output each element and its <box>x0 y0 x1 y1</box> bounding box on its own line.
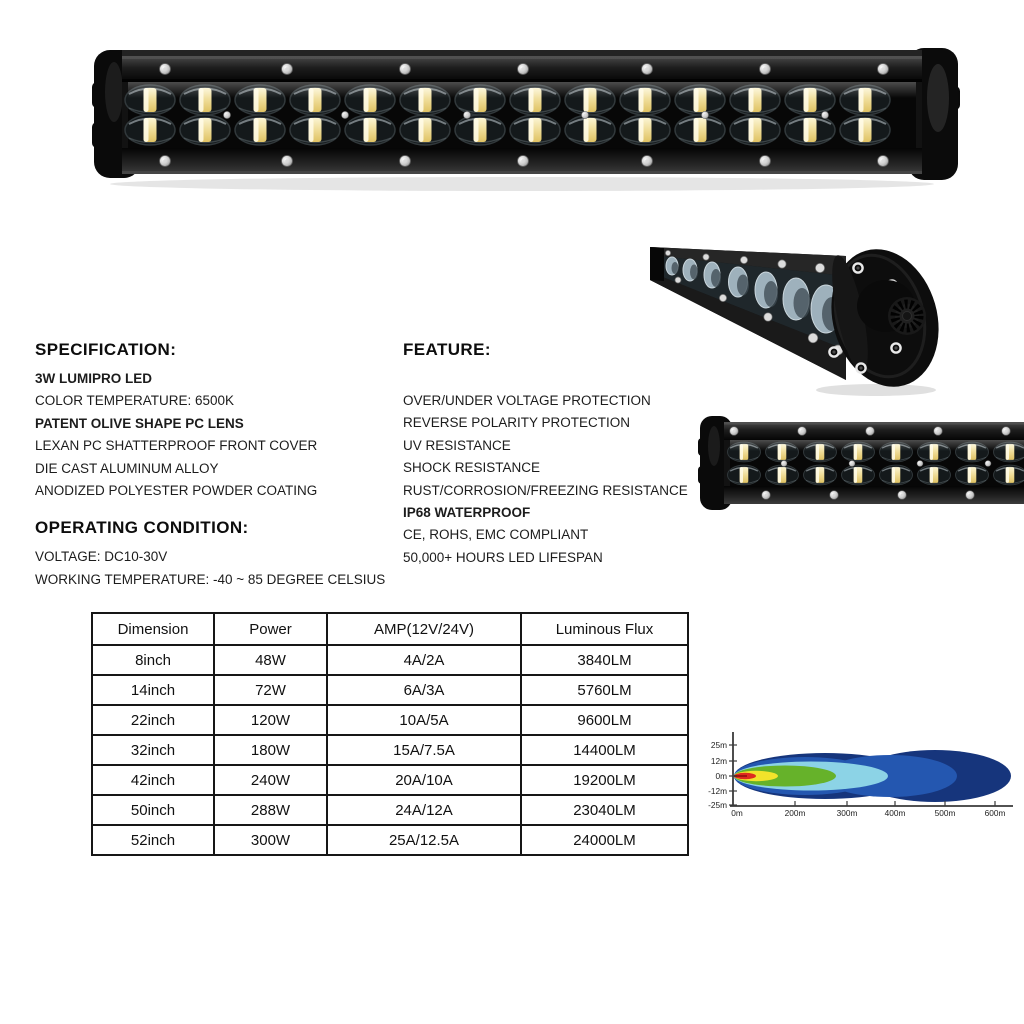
feature-list <box>403 390 688 569</box>
feature-heading: FEATURE: <box>403 340 491 359</box>
list-item: 50,000+ HOURS LED LIFESPAN <box>403 549 603 565</box>
cell-luminous-flux: 14400LM <box>521 735 688 765</box>
cell-dimension: 14inch <box>92 675 214 705</box>
cell-power: 120W <box>214 705 327 735</box>
svg-text:500m: 500m <box>934 808 956 818</box>
table-row <box>92 765 688 795</box>
cell-dimension: 50inch <box>92 795 214 825</box>
cell-dimension: 22inch <box>92 705 214 735</box>
angled-far-end <box>650 247 664 281</box>
specification-list <box>35 368 385 502</box>
cell-luminous-flux: 5760LM <box>521 675 688 705</box>
cell-power: 72W <box>214 675 327 705</box>
led-bar-front-photo <box>92 26 960 198</box>
bar-shadow <box>110 177 934 191</box>
led-bar-side-photo <box>698 404 1024 522</box>
table-row <box>92 645 688 675</box>
list-item: LEXAN PC SHATTERPROOF FRONT COVER <box>35 438 318 454</box>
cell-amp: 4A/2A <box>327 645 521 675</box>
table-row <box>92 675 688 705</box>
table-row <box>92 825 688 855</box>
svg-text:0m: 0m <box>715 771 727 781</box>
cell-amp: 15A/7.5A <box>327 735 521 765</box>
svg-text:300m: 300m <box>836 808 858 818</box>
operating-condition-list <box>35 546 385 591</box>
cell-amp: 20A/10A <box>327 765 521 795</box>
cell-amp: 24A/12A <box>327 795 521 825</box>
cell-power: 240W <box>214 765 327 795</box>
svg-text:-12m: -12m <box>708 786 727 796</box>
cell-luminous-flux: 9600LM <box>521 705 688 735</box>
list-item: IP68 WATERPROOF <box>403 505 531 521</box>
cell-amp: 6A/3A <box>327 675 521 705</box>
specification-heading: SPECIFICATION: <box>35 340 177 359</box>
table-row <box>92 735 688 765</box>
list-item: COLOR TEMPERATURE: 6500K <box>35 393 235 409</box>
svg-text:12m: 12m <box>710 756 727 766</box>
beam-pattern-chart <box>700 718 1020 822</box>
feature-section <box>403 340 688 569</box>
cell-power: 48W <box>214 645 327 675</box>
table-row <box>92 705 688 735</box>
svg-text:-25m: -25m <box>708 800 727 810</box>
list-item: 3W LUMIPRO LED <box>35 371 152 386</box>
col-header-dimension: Dimension <box>92 613 214 645</box>
list-item: REVERSE POLARITY PROTECTION <box>403 415 631 431</box>
list-item: RUST/CORROSION/FREEZING RESISTANCE <box>403 482 688 498</box>
cell-luminous-flux: 24000LM <box>521 825 688 855</box>
svg-text:25m: 25m <box>710 740 727 750</box>
table-header-row <box>92 613 688 645</box>
cell-amp: 25A/12.5A <box>327 825 521 855</box>
svg-text:0m: 0m <box>731 808 743 818</box>
dimension-power-table <box>91 612 689 856</box>
cell-power: 288W <box>214 795 327 825</box>
table-row <box>92 795 688 825</box>
svg-text:400m: 400m <box>884 808 906 818</box>
list-item: WORKING TEMPERATURE: -40 ~ 85 DEGREE CELSIUS <box>35 571 386 587</box>
cell-power: 300W <box>214 825 327 855</box>
cell-dimension: 52inch <box>92 825 214 855</box>
operating-condition-heading: OPERATING CONDITION: <box>35 518 249 538</box>
col-header-power: Power <box>214 613 327 645</box>
list-item: UV RESISTANCE <box>403 437 511 453</box>
specification-section <box>35 340 385 591</box>
list-item: PATENT OLIVE SHAPE PC LENS <box>35 415 244 431</box>
svg-text:600m: 600m <box>984 808 1006 818</box>
y-axis-labels <box>708 740 727 810</box>
x-axis-labels <box>731 808 1005 818</box>
svg-text:200m: 200m <box>784 808 806 818</box>
col-header-luminous-flux: Luminous Flux <box>521 613 688 645</box>
cell-luminous-flux: 23040LM <box>521 795 688 825</box>
cell-power: 180W <box>214 735 327 765</box>
list-item: VOLTAGE: DC10-30V <box>35 549 168 565</box>
list-item: DIE CAST ALUMINUM ALLOY <box>35 460 219 476</box>
cell-dimension: 32inch <box>92 735 214 765</box>
col-header-amp: AMP(12V/24V) <box>327 613 521 645</box>
list-item: SHOCK RESISTANCE <box>403 460 541 476</box>
cell-luminous-flux: 19200LM <box>521 765 688 795</box>
list-item: ANODIZED POLYESTER POWDER COATING <box>35 483 318 499</box>
cell-amp: 10A/5A <box>327 705 521 735</box>
cell-luminous-flux: 3840LM <box>521 645 688 675</box>
cell-dimension: 8inch <box>92 645 214 675</box>
cell-dimension: 42inch <box>92 765 214 795</box>
beam-zones <box>734 750 1011 802</box>
list-item: OVER/UNDER VOLTAGE PROTECTION <box>403 393 651 408</box>
list-item: CE, ROHS, EMC COMPLIANT <box>403 527 589 543</box>
cap-shadow <box>816 384 936 396</box>
